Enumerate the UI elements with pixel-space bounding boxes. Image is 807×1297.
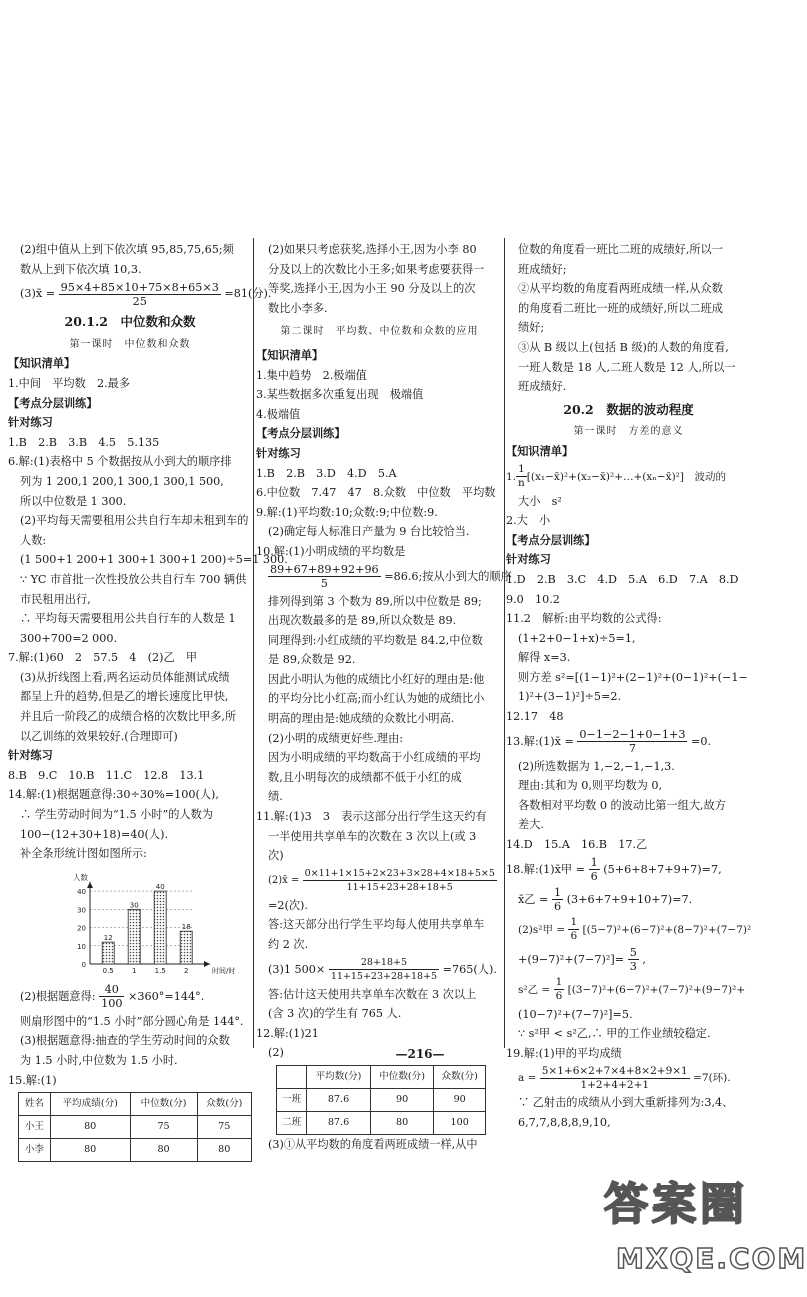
fraction: $\frac{0-1-2-1+0-1+3}{7}$ — [579, 728, 686, 756]
formula-line: (2)x̄ = $\frac{0\times 11+1\times 15+2\times 23+3\times 28+4\times 18+5\times 5}{11+15+23+28+18+5}$ — [268, 867, 495, 893]
text-line: 15.解:(1) — [8, 1073, 57, 1087]
text-line: 所以中位数是 1 300. — [20, 494, 127, 508]
fraction: $\frac{1}{n}$ — [518, 463, 525, 490]
table-cell: 一班 — [277, 1088, 307, 1111]
table-row — [19, 1139, 252, 1162]
text-line: 排列得到第 3 个数为 89,所以中位数是 89; — [268, 594, 482, 608]
table-cell: 100 — [434, 1111, 486, 1134]
fraction: $\frac{5}{3}$ — [629, 946, 637, 974]
text-line: 6.中位数 7.47 47 8.众数 中位数 平均数 — [256, 486, 496, 500]
text-line: 以乙训练的效果较好.(合理即可) — [20, 729, 178, 743]
data-label: 40 — [155, 882, 165, 891]
text-line: 则方差 s²=[(1−1)²+(2−1)²+(0−1)²+(−1− — [518, 670, 748, 684]
text-line: 各数相对平均数 0 的波动比第一组大,故方 — [518, 798, 726, 812]
table-cell: 75 — [197, 1116, 251, 1139]
text-line: 明高的理由是:她成绩的众数比小明高. — [268, 712, 455, 726]
fraction: $\frac{1}{6}$ — [590, 856, 598, 884]
table-header: 平均成绩(分) — [50, 1093, 130, 1116]
text-line: 的角度看二班比一班的成绩好,所以二班成 — [518, 301, 723, 315]
text-line: 9.解:(1)平均数:10;众数:9;中位数:9. — [256, 505, 438, 519]
text-line: ②从平均数的角度看两班成绩一样,从众数 — [518, 282, 723, 296]
text-line: (2)小明的成绩更好些.理由: — [268, 731, 404, 745]
x-axis-arrow — [204, 961, 210, 967]
text-line: 3.某些数据多次重复出现 极端值 — [256, 388, 424, 402]
class-scores-table — [276, 1065, 486, 1135]
text-line: (3)根据题意得:抽查的学生劳动时间的众数 — [20, 1034, 230, 1048]
heading-practice: 针对练习 — [506, 552, 551, 567]
text-line: 因此小明认为他的成绩比小红好的理由是:他 — [268, 672, 485, 686]
fraction: $\frac{5\times 1+6\times 2+7\times 4+8\times 2+9\times 1}{1+2+4+2+1}$ — [541, 1064, 688, 1091]
table-cell: 87.6 — [307, 1111, 371, 1134]
fraction: $\frac{1}{6}$ — [555, 976, 563, 1003]
data-label: 30 — [129, 901, 139, 910]
text-line: (2) — [268, 1046, 284, 1060]
table-cell: 80 — [197, 1139, 251, 1162]
x-tick-label: 1 — [131, 966, 137, 975]
y-tick-label: 0 — [81, 960, 86, 969]
formula-line: (3)x̄ = $\frac{95\times 4+85\times 10+75\times 8+65\times 3}{25}$ =81(分). — [20, 280, 272, 308]
text-line: 1.B 2.B 3.B 4.5 5.135 — [8, 435, 160, 449]
heading-practice: 针对练习 — [256, 445, 301, 460]
scores-table — [18, 1092, 252, 1162]
text-line: (1+2+0−1+x)÷5=1, — [518, 631, 636, 645]
text-line: ∴ 平均每天需要租用公共自行车的人数是 1 — [20, 612, 236, 626]
x-tick-label: 0.5 — [102, 966, 114, 975]
text-line: 8.B 9.C 10.B 11.C 12.8 13.1 — [8, 768, 205, 782]
text-line: 7.解:(1)60 2 57.5 4 (2)乙 甲 — [8, 651, 198, 665]
watermark-text: 答案圈 — [604, 1179, 748, 1230]
text-line: 位数的角度看一班比二班的成绩好,所以一 — [518, 243, 723, 256]
text-line: 因为小明成绩的平均数高于小红成绩的平均 — [268, 751, 481, 765]
text-line: 4.极端值 — [256, 407, 301, 421]
data-label: 18 — [181, 923, 191, 932]
text-line: 差大. — [518, 818, 544, 832]
y-tick-label: 30 — [77, 906, 86, 915]
chart-bar — [102, 942, 114, 964]
lesson-title: 第一课时 中位数和众数 — [69, 338, 191, 350]
heading-knowledge-list: 【知识清单】 — [256, 347, 324, 362]
text-line: 市民租用出行, — [20, 592, 91, 606]
x-axis-title: 时间/时 — [212, 966, 236, 975]
text-line: 列为 1 200,1 200,1 300,1 300,1 500, — [20, 474, 224, 488]
text-line: 6.解:(1)表格中 5 个数据按从小到大的顺序排 — [8, 455, 232, 469]
text-line: 11.2 解析:由平均数的公式得: — [506, 612, 662, 626]
table-cell: 90 — [370, 1088, 434, 1111]
table-cell: 80 — [50, 1139, 130, 1162]
text-line: 数从上到下依次填 10,3. — [20, 262, 142, 276]
lesson-title: 第一课时 方差的意义 — [573, 426, 684, 438]
text-line: (3)从折线图上看,两名运动员体能测试成绩 — [20, 670, 230, 684]
table-cell: 80 — [370, 1111, 434, 1134]
lesson-title: 第二课时 平均数、中位数和众数的应用 — [280, 326, 479, 338]
text-line: 约 2 次. — [268, 938, 309, 951]
y-axis-title: 人数 — [73, 872, 88, 882]
y-axis-arrow — [87, 882, 93, 888]
y-tick-label: 40 — [77, 887, 86, 896]
text-line: 大小 s² — [518, 494, 562, 508]
heading-knowledge-list: 【知识清单】 — [506, 443, 574, 458]
column-divider — [253, 238, 254, 1048]
table-header: 众数(分) — [197, 1093, 251, 1116]
text-line: 300+700=2 000. — [20, 631, 118, 645]
y-tick-label: 20 — [77, 924, 86, 933]
heading-layered-training: 【考点分层训练】 — [8, 395, 98, 410]
data-label: 12 — [103, 933, 113, 942]
text-line: 分及以上的次数比小王多;如果考虑要获得一 — [268, 262, 485, 276]
text-line: 14.解:(1)根据题意得:30÷30%=100(人), — [8, 788, 219, 802]
table-cell: 75 — [130, 1116, 197, 1139]
text-line: 12.17 48 — [506, 710, 564, 724]
table-cell: 小李 — [19, 1139, 51, 1162]
text-line: 是 89,众数是 92. — [268, 653, 356, 667]
text-line: 一班人数是 18 人,二班人数是 12 人,所以一 — [518, 360, 736, 374]
chart-bar — [180, 931, 192, 964]
text-line: (2)确定每人标准日产量为 9 台比较恰当. — [268, 525, 470, 539]
text-line: 12.解:(1)21 — [256, 1026, 319, 1040]
formula-line: s²乙 = $\frac{1}{6}$ [(3−7)²+(6−7)²+(7−7)²+(9−7)²+ — [518, 976, 746, 1003]
text-line: (2)如果只考虑获奖,选择小王,因为小李 80 — [268, 243, 477, 256]
text-line: (10−7)²+(7−7)²]=5. — [518, 1007, 633, 1021]
text-line: (2)组中值从上到下依次填 95,85,75,65;频 — [20, 243, 234, 256]
text-line: 解得 x=3. — [518, 651, 571, 665]
table-cell: 小王 — [19, 1116, 51, 1139]
column-middle — [256, 240, 512, 1155]
x-tick-label: 2 — [183, 966, 189, 975]
fraction: $\frac{1}{6}$ — [554, 886, 562, 914]
table-cell: 80 — [130, 1139, 197, 1162]
formula-line: (3)1 500× $\frac{28+18+5}{11+15+23+28+18+5}$ =765(人). — [268, 957, 497, 983]
text-line: 理由:其和为 0,则平均数为 0, — [518, 779, 663, 793]
table-row — [19, 1116, 252, 1139]
text-line: 次) — [268, 849, 284, 863]
fraction: $\frac{28+18+5}{11+15+23+28+18+5}$ — [330, 957, 438, 983]
text-line: 人数: — [20, 533, 47, 547]
formula-line: x̄乙 = $\frac{1}{6}$ (3+6+7+9+10+7)=7. — [518, 886, 693, 914]
text-line: 同理得到:小红成绩的平均数是 84.2,中位数 — [268, 633, 483, 647]
x-tick-label: 1.5 — [154, 966, 166, 975]
table-header — [277, 1065, 307, 1088]
formula-line: +(9−7)²+(7−7)²]= $\frac{5}{3}$ , — [518, 946, 646, 974]
text-line: 19.解:(1)甲的平均成绩 — [506, 1046, 622, 1060]
text-line: 绩. — [268, 790, 283, 804]
text-line: (含 3 次)的学生有 765 人. — [268, 1007, 402, 1021]
text-line: 11.解:(1)3 3 表示这部分出行学生这天约有 — [256, 810, 487, 824]
watermark-url: MXQE.COM — [616, 1242, 807, 1275]
formula-line: (2)根据题意得: $\frac{40}{100}$ ×360°=144°. — [20, 983, 205, 1011]
table-row — [277, 1111, 486, 1134]
text-line: 并且后一阶段乙的成绩合格的次数比甲多,所 — [20, 710, 237, 724]
table-header: 姓名 — [19, 1093, 51, 1116]
text-line: ∵ YC 市首批一次性投放公共自行车 700 辆供 — [20, 572, 247, 586]
bar-chart — [60, 864, 236, 982]
text-line: 10.解:(1)小明成绩的平均数是 — [256, 544, 406, 558]
text-line: 6,7,7,8,8,8,9,10, — [518, 1116, 611, 1129]
watermark-logo — [600, 1179, 807, 1285]
column-divider — [504, 238, 505, 1048]
heading-practice: 针对练习 — [8, 748, 53, 763]
fraction: $\frac{40}{100}$ — [101, 983, 123, 1011]
text-line: (3)①从平均数的角度看两班成绩一样,从中 — [268, 1137, 478, 1151]
formula-line: (2)s²甲 = $\frac{1}{6}$ [(5−7)²+(6−7)²+(8−7)²+(7−7)² — [518, 916, 752, 943]
chart-bar — [154, 891, 166, 964]
table-header-row — [277, 1065, 486, 1088]
table-cell: 87.6 — [307, 1088, 371, 1111]
text-line: ∵ s²甲 < s²乙,∴ 甲的工作业绩较稳定. — [518, 1027, 711, 1041]
text-line: 班成绩好; — [518, 262, 567, 276]
table-header: 平均数(分) — [307, 1065, 371, 1088]
fraction: $\frac{95\times 4+85\times 10+75\times 8+65\times 3}{25}$ — [60, 280, 219, 308]
text-line: (2)所选数据为 1,−2,−1,−1,3. — [518, 759, 675, 773]
text-line: 100−(12+30+18)=40(人). — [20, 827, 168, 841]
text-line: =2(次). — [268, 898, 308, 912]
section-title: 20.1.2 中位数和众数 — [64, 314, 196, 330]
heading-layered-training: 【考点分层训练】 — [256, 426, 346, 441]
text-line: 答:这天部分出行学生平均每人使用共享单车 — [268, 918, 485, 932]
heading-layered-training: 【考点分层训练】 — [506, 532, 596, 547]
table-header: 中位数(分) — [130, 1093, 197, 1116]
text-line: 补全条形统计图如图所示: — [20, 847, 147, 861]
heading-practice: 针对练习 — [8, 415, 53, 430]
text-line: 的平均分比小红高;而小红认为她的成绩比小 — [268, 692, 485, 706]
formula-line: a = $\frac{5\times 1+6\times 2+7\times 4+8\times 2+9\times 1}{1+2+4+2+1}$ =7(环). — [518, 1064, 731, 1091]
text-line: ∵ 乙射击的成绩从小到大重新排列为:3,4、 — [518, 1096, 734, 1110]
formula-line: 13.解:(1)x̄ = $\frac{0-1-2-1+0-1+3}{7}$ =0. — [506, 728, 712, 756]
text-line: 9.0 10.2 — [506, 592, 560, 606]
section-title: 20.2 数据的波动程度 — [563, 401, 694, 417]
table-cell: 90 — [434, 1088, 486, 1111]
text-line: 1.B 2.B 3.D 4.D 5.A — [256, 466, 397, 480]
text-line: 出现次数最多的是 89,所以众数是 89. — [268, 614, 457, 628]
formula-line: $\frac{89+67+89+92+96}{5}$ =86.6;按从小到大的顺序 — [270, 563, 512, 590]
table-header: 中位数(分) — [370, 1065, 434, 1088]
text-line: ∴ 学生劳动时间为“1.5 小时”的人数为 — [20, 808, 213, 822]
text-line: 1.集中趋势 2.极端值 — [256, 368, 367, 382]
text-line: 等奖,选择小王,因为小王 90 分及以上的次 — [268, 282, 476, 296]
text-line: 绩好; — [518, 321, 545, 335]
text-line: 一半使用共享单车的次数在 3 次以上(或 3 — [268, 829, 477, 843]
page-number: —216— — [395, 1047, 445, 1061]
column-right — [506, 240, 751, 1133]
text-line: (1 500+1 200+1 300+1 300+1 200)÷5=1 300. — [20, 553, 288, 567]
table-cell: 80 — [50, 1116, 130, 1139]
fraction: $\frac{0\times 11+1\times 15+2\times 23+3\times 28+4\times 18+5\times 5}{11+15+23+28+18+5}$ — [304, 867, 495, 893]
chart-bar — [128, 909, 140, 964]
fraction: $\frac{1}{6}$ — [570, 916, 578, 943]
fraction: $\frac{89+67+89+92+96}{5}$ — [270, 563, 379, 590]
text-line: (2)平均每天需要租用公共自行车却未租到车的 — [20, 514, 249, 528]
text-line: 则扇形图中的“1.5 小时”部分圆心角是 144°. — [20, 1014, 244, 1028]
table-header-row — [19, 1093, 252, 1116]
text-line: ③从 B 级以上(包括 B 级)的人数的角度看, — [518, 340, 729, 354]
text-line: 14.D 15.A 16.B 17.乙 — [506, 838, 648, 852]
text-line: 都呈上升的趋势,但是乙的增长速度比甲快, — [20, 690, 229, 704]
heading-knowledge-list: 【知识清单】 — [8, 356, 76, 371]
text-line: 1.中间 平均数 2.最多 — [8, 376, 131, 390]
table-header: 众数(分) — [434, 1065, 486, 1088]
y-tick-label: 10 — [77, 942, 86, 951]
text-line: 1)²+(3−1)²]÷5=2. — [518, 690, 622, 704]
formula-line: 18.解:(1)x̄甲 = $\frac{1}{6}$ (5+6+8+7+9+7)=7, — [506, 856, 722, 884]
text-line: 为 1.5 小时,中位数为 1.5 小时. — [20, 1054, 178, 1067]
text-line: 1.D 2.B 3.C 4.D 5.A 6.D 7.A 8.D — [506, 572, 739, 586]
text-line: 2.大 小 — [506, 514, 551, 528]
table-cell: 二班 — [277, 1111, 307, 1134]
text-line: 数,且小明每次的成绩都不低于小红的成 — [268, 770, 462, 784]
text-line: 班成绩好. — [518, 380, 567, 394]
table-row — [277, 1088, 486, 1111]
text-line: 数比小李多. — [268, 301, 328, 315]
formula-line: 1. $\frac{1}{n}$ [(x₁−x̄)²+(x₂−x̄)²+…+(xₙ−x̄)²] 波动的 — [506, 463, 726, 490]
text-line: 答:估计这天使用共享单车次数在 3 次以上 — [268, 987, 477, 1001]
